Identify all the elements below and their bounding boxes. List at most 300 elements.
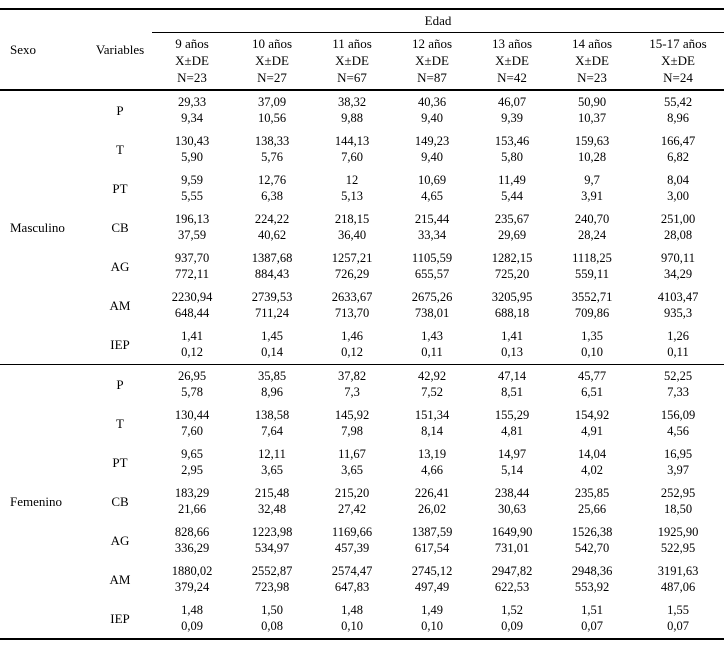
- sd-value: 40,62: [257, 228, 287, 242]
- sd-value: 935,3: [663, 306, 693, 320]
- mean-value: 1169,66: [331, 525, 373, 539]
- sd-value: 0,07: [667, 619, 689, 633]
- sd-value: 34,29: [663, 267, 693, 281]
- mean-value: 9,65: [181, 447, 203, 461]
- stat-cell: [552, 482, 632, 521]
- sample-size-label: N=87: [417, 70, 447, 85]
- stat-cell: [472, 404, 552, 443]
- stat-cell: [472, 521, 552, 560]
- sd-value: 0,13: [501, 345, 523, 359]
- mean-value: 1925,90: [657, 525, 699, 539]
- mean-value: 138,33: [254, 134, 290, 148]
- mean-value: 1,52: [501, 603, 523, 617]
- stat-cell: [392, 90, 472, 130]
- stat-cell: [552, 443, 632, 482]
- mean-value: 50,90: [577, 95, 607, 109]
- mean-value: 1,43: [421, 329, 443, 343]
- mean-value: 130,43: [174, 134, 210, 148]
- sd-value: 559,11: [575, 267, 609, 281]
- sd-value: 0,10: [421, 619, 443, 633]
- mean-value: 12,76: [257, 173, 287, 187]
- mean-value: 970,11: [661, 251, 695, 265]
- variable-label: AM: [109, 297, 131, 313]
- mean-value: 12,11: [258, 447, 286, 461]
- mean-value: 9,7: [584, 173, 600, 187]
- mean-value: 40,36: [417, 95, 447, 109]
- sd-value: 9,39: [501, 111, 523, 125]
- mean-value: 166,47: [660, 134, 696, 148]
- stat-cell: [232, 560, 312, 599]
- variables-column-header: Variables: [88, 9, 152, 90]
- sd-value: 9,88: [341, 111, 363, 125]
- stat-cell: [232, 482, 312, 521]
- mean-value: 215,48: [254, 486, 290, 500]
- mean-value: 2745,12: [411, 564, 453, 578]
- sd-value: 28,24: [577, 228, 607, 242]
- stat-cell: [472, 208, 552, 247]
- mean-value: 11,49: [498, 173, 526, 187]
- sd-value: 731,01: [494, 541, 530, 555]
- stat-label: X±DE: [415, 53, 449, 68]
- sd-value: 4,81: [501, 424, 523, 438]
- mean-value: 3191,63: [657, 564, 699, 578]
- mean-value: 130,44: [174, 408, 210, 422]
- stat-cell: [312, 208, 392, 247]
- mean-value: 224,22: [254, 212, 290, 226]
- sd-value: 522,95: [660, 541, 696, 555]
- sd-value: 10,28: [577, 150, 607, 164]
- mean-value: 2739,53: [251, 290, 293, 304]
- stat-cell: [312, 169, 392, 208]
- sd-value: 5,78: [181, 385, 203, 399]
- stat-cell: [152, 404, 232, 443]
- stat-cell: [472, 169, 552, 208]
- mean-value: 155,29: [494, 408, 530, 422]
- sample-size-label: N=27: [257, 70, 287, 85]
- mean-value: 144,13: [334, 134, 370, 148]
- mean-value: 1,48: [181, 603, 203, 617]
- mean-value: 1,51: [581, 603, 603, 617]
- mean-value: 1,55: [667, 603, 689, 617]
- variable-label: T: [116, 415, 124, 431]
- stat-cell: [232, 286, 312, 325]
- mean-value: 1880,02: [171, 564, 213, 578]
- variable-label: AG: [110, 258, 130, 274]
- stat-cell: [312, 521, 392, 560]
- mean-value: 55,42: [663, 95, 693, 109]
- age-column-header: [472, 33, 552, 91]
- stat-cell: [552, 247, 632, 286]
- age-label: 13 años: [491, 36, 533, 51]
- mean-value: 159,63: [574, 134, 610, 148]
- stat-cell: [312, 365, 392, 405]
- sd-value: 0,12: [341, 345, 363, 359]
- sd-value: 3,91: [581, 189, 603, 203]
- sd-value: 32,48: [257, 502, 287, 516]
- stat-cell: [232, 404, 312, 443]
- mean-value: 4103,47: [657, 290, 699, 304]
- sd-value: 772,11: [175, 267, 209, 281]
- stat-cell: [392, 286, 472, 325]
- stat-cell: [552, 365, 632, 405]
- stat-cell: [152, 286, 232, 325]
- mean-value: 196,13: [174, 212, 210, 226]
- sd-value: 738,01: [414, 306, 450, 320]
- stat-cell: [312, 286, 392, 325]
- table-row: [0, 599, 724, 639]
- sd-value: 553,92: [574, 580, 610, 594]
- sd-value: 9,40: [421, 111, 443, 125]
- table-row: [0, 286, 724, 325]
- stat-cell: [552, 90, 632, 130]
- mean-value: 1,35: [581, 329, 603, 343]
- mean-value: 29,33: [177, 95, 207, 109]
- sd-value: 5,14: [501, 463, 523, 477]
- mean-value: 14,04: [577, 447, 607, 461]
- sd-value: 713,70: [334, 306, 370, 320]
- stat-cell: [552, 599, 632, 639]
- stat-cell: [152, 90, 232, 130]
- mean-value: 2675,26: [411, 290, 453, 304]
- table-row: [0, 325, 724, 365]
- variable-label: CB: [111, 493, 129, 509]
- stat-cell: [632, 90, 724, 130]
- stat-cell: [152, 521, 232, 560]
- sd-value: 622,53: [494, 580, 530, 594]
- stat-cell: [232, 365, 312, 405]
- variable-label: IEP: [110, 610, 130, 626]
- mean-value: 215,20: [334, 486, 370, 500]
- mean-value: 12: [345, 173, 359, 187]
- sd-value: 497,49: [414, 580, 450, 594]
- stat-cell: [552, 286, 632, 325]
- sd-value: 28,08: [663, 228, 693, 242]
- edad-header: Edad: [152, 9, 724, 33]
- stat-cell: [632, 365, 724, 405]
- variable-label: P: [88, 365, 152, 405]
- sd-value: 4,02: [581, 463, 603, 477]
- sd-value: 709,86: [574, 306, 610, 320]
- sd-value: 27,42: [337, 502, 367, 516]
- sexo-group-label: Masculino: [10, 219, 65, 235]
- mean-value: 11,67: [338, 447, 366, 461]
- sexo-group-label: Femenino: [0, 365, 88, 640]
- edad-header-row: [0, 9, 724, 33]
- variable-label: CB: [111, 219, 129, 235]
- sd-value: 4,65: [421, 189, 443, 203]
- mean-value: 16,95: [663, 447, 693, 461]
- sd-value: 0,07: [581, 619, 603, 633]
- mean-value: 9,59: [181, 173, 203, 187]
- mean-value: 35,85: [257, 369, 287, 383]
- stat-cell: [552, 169, 632, 208]
- stat-cell: [312, 90, 392, 130]
- mean-value: 240,70: [574, 212, 610, 226]
- sd-value: 647,83: [334, 580, 370, 594]
- stat-cell: [472, 560, 552, 599]
- mean-value: 1387,68: [251, 251, 293, 265]
- stat-cell: [312, 404, 392, 443]
- sd-value: 6,82: [667, 150, 689, 164]
- mean-value: 1105,59: [411, 251, 453, 265]
- sd-value: 3,97: [667, 463, 689, 477]
- mean-value: 238,44: [494, 486, 530, 500]
- sd-value: 7,64: [261, 424, 283, 438]
- sd-value: 457,39: [334, 541, 370, 555]
- mean-value: 2552,87: [251, 564, 293, 578]
- sd-value: 379,24: [174, 580, 210, 594]
- mean-value: 937,70: [174, 251, 210, 265]
- mean-value: 1223,98: [251, 525, 293, 539]
- table-row: [0, 247, 724, 286]
- sd-value: 725,20: [494, 267, 530, 281]
- stat-cell: [552, 521, 632, 560]
- mean-value: 1282,15: [491, 251, 533, 265]
- mean-value: 218,15: [334, 212, 370, 226]
- mean-value: 154,92: [574, 408, 610, 422]
- mean-value: 215,44: [414, 212, 450, 226]
- sd-value: 29,69: [497, 228, 527, 242]
- sample-size-label: N=24: [663, 70, 693, 85]
- stat-cell: [552, 130, 632, 169]
- sd-value: 26,02: [417, 502, 447, 516]
- mean-value: 1118,25: [572, 251, 612, 265]
- mean-value: 1,41: [501, 329, 523, 343]
- stat-cell: [552, 560, 632, 599]
- anthropometry-table: [0, 8, 724, 640]
- sd-value: 0,10: [341, 619, 363, 633]
- stat-cell: [232, 169, 312, 208]
- table-row: [0, 365, 724, 405]
- stat-label: X±DE: [175, 53, 209, 68]
- stat-cell: [152, 325, 232, 365]
- age-column-header: [312, 33, 392, 91]
- sd-value: 7,98: [341, 424, 363, 438]
- age-label: 12 años: [411, 36, 453, 51]
- variable-label: P: [116, 102, 124, 118]
- table-row: [0, 169, 724, 208]
- sd-value: 5,80: [501, 150, 523, 164]
- sd-value: 9,34: [181, 111, 203, 125]
- sd-value: 648,44: [174, 306, 210, 320]
- stat-cell: [632, 443, 724, 482]
- sd-value: 18,50: [663, 502, 693, 516]
- sd-value: 723,98: [254, 580, 290, 594]
- stat-cell: [312, 599, 392, 639]
- sd-value: 0,09: [501, 619, 523, 633]
- sd-value: 336,29: [174, 541, 210, 555]
- sample-size-label: N=23: [577, 70, 607, 85]
- mean-value: 1,46: [341, 329, 363, 343]
- sd-value: 7,60: [341, 150, 363, 164]
- stat-cell: [152, 443, 232, 482]
- sd-value: 33,34: [417, 228, 447, 242]
- mean-value: 38,32: [337, 95, 367, 109]
- sd-value: 4,56: [667, 424, 689, 438]
- stat-cell: [472, 90, 552, 130]
- mean-value: 2230,94: [171, 290, 213, 304]
- table-row: [0, 208, 724, 247]
- stat-cell: [472, 443, 552, 482]
- age-column-header: [632, 33, 724, 91]
- stat-label: X±DE: [575, 53, 609, 68]
- stat-cell: [152, 208, 232, 247]
- table-row: [0, 404, 724, 443]
- sd-value: 6,38: [261, 189, 283, 203]
- sd-value: 884,43: [254, 267, 290, 281]
- mean-value: 1387,59: [411, 525, 453, 539]
- stat-cell: [152, 482, 232, 521]
- mean-value: 26,95: [177, 369, 207, 383]
- mean-value: 47,14: [497, 369, 527, 383]
- mean-value: 252,95: [660, 486, 696, 500]
- sd-value: 8,96: [261, 385, 283, 399]
- stat-cell: [472, 130, 552, 169]
- mean-value: 1257,21: [331, 251, 373, 265]
- sd-value: 3,65: [341, 463, 363, 477]
- variable-label: AG: [110, 532, 130, 548]
- mean-value: 1649,90: [491, 525, 533, 539]
- stat-cell: [632, 404, 724, 443]
- sd-value: 0,12: [181, 345, 203, 359]
- mean-value: 10,69: [417, 173, 447, 187]
- stat-cell: [392, 521, 472, 560]
- sd-value: 6,51: [581, 385, 603, 399]
- stat-cell: [472, 286, 552, 325]
- mean-value: 46,07: [497, 95, 527, 109]
- sd-value: 7,33: [667, 385, 689, 399]
- stat-cell: [312, 443, 392, 482]
- stat-cell: [552, 208, 632, 247]
- mean-value: 145,92: [334, 408, 370, 422]
- stat-cell: [392, 169, 472, 208]
- variable-label: AM: [109, 571, 131, 587]
- stat-cell: [552, 404, 632, 443]
- stat-cell: [472, 482, 552, 521]
- variable-label: PT: [112, 454, 128, 470]
- stat-cell: [632, 130, 724, 169]
- stat-cell: [312, 482, 392, 521]
- sd-value: 8,14: [421, 424, 443, 438]
- sd-value: 2,95: [181, 463, 203, 477]
- table-header: [0, 9, 724, 90]
- table-row: [0, 521, 724, 560]
- stat-cell: [392, 560, 472, 599]
- mean-value: 37,09: [257, 95, 287, 109]
- sd-value: 8,51: [501, 385, 523, 399]
- sd-value: 0,10: [581, 345, 603, 359]
- sample-size-label: N=67: [337, 70, 367, 85]
- sd-value: 688,18: [494, 306, 530, 320]
- age-label: 14 años: [571, 36, 613, 51]
- sd-value: 21,66: [177, 502, 207, 516]
- mean-value: 235,85: [574, 486, 610, 500]
- sd-value: 542,70: [574, 541, 610, 555]
- age-column-header: [152, 33, 232, 91]
- mean-value: 251,00: [660, 212, 696, 226]
- mean-value: 45,77: [577, 369, 607, 383]
- variable-label: IEP: [110, 336, 130, 352]
- stat-cell: [312, 130, 392, 169]
- sd-value: 711,24: [255, 306, 289, 320]
- stat-label: X±DE: [335, 53, 369, 68]
- age-column-header: [552, 33, 632, 91]
- stat-cell: [632, 325, 724, 365]
- mean-value: 1,49: [421, 603, 443, 617]
- stat-cell: [232, 130, 312, 169]
- mean-value: 828,66: [174, 525, 210, 539]
- sd-value: 0,11: [421, 345, 443, 359]
- sd-value: 7,52: [421, 385, 443, 399]
- sd-value: 726,29: [334, 267, 370, 281]
- sample-size-label: N=42: [497, 70, 527, 85]
- sd-value: 9,40: [421, 150, 443, 164]
- sd-value: 30,63: [497, 502, 527, 516]
- sd-value: 0,09: [181, 619, 203, 633]
- mean-value: 1,41: [181, 329, 203, 343]
- mean-value: 1,26: [667, 329, 689, 343]
- stat-cell: [392, 599, 472, 639]
- table-row: [0, 443, 724, 482]
- sd-value: 25,66: [577, 502, 607, 516]
- age-label: 11 años: [332, 36, 372, 51]
- mean-value: 2947,82: [491, 564, 533, 578]
- stat-cell: [632, 169, 724, 208]
- sd-value: 0,14: [261, 345, 283, 359]
- mean-value: 3552,71: [571, 290, 613, 304]
- stat-cell: [152, 247, 232, 286]
- sd-value: 10,37: [577, 111, 607, 125]
- sexo-column-header: Sexo: [0, 9, 88, 90]
- mean-value: 52,25: [663, 369, 693, 383]
- stat-label: X±DE: [495, 53, 529, 68]
- stat-cell: [392, 365, 472, 405]
- mean-value: 138,58: [254, 408, 290, 422]
- mean-value: 153,46: [494, 134, 530, 148]
- mean-value: 14,97: [497, 447, 527, 461]
- age-column-header: [392, 33, 472, 91]
- stat-cell: [472, 325, 552, 365]
- stat-cell: [632, 599, 724, 639]
- mean-value: 151,34: [414, 408, 450, 422]
- sd-value: 5,44: [501, 189, 523, 203]
- stat-cell: [232, 443, 312, 482]
- stat-cell: [472, 247, 552, 286]
- sd-value: 4,66: [421, 463, 443, 477]
- sd-value: 7,60: [181, 424, 203, 438]
- mean-value: 156,09: [660, 408, 696, 422]
- mean-value: 235,67: [494, 212, 530, 226]
- mean-value: 2948,36: [571, 564, 613, 578]
- variable-label: T: [116, 141, 124, 157]
- sd-value: 655,57: [414, 267, 450, 281]
- stat-cell: [152, 599, 232, 639]
- age-label: 15-17 años: [649, 36, 707, 51]
- sd-value: 5,90: [181, 150, 203, 164]
- mean-value: 42,92: [417, 369, 447, 383]
- mean-value: 149,23: [414, 134, 450, 148]
- sd-value: 7,3: [344, 385, 360, 399]
- sd-value: 4,91: [581, 424, 603, 438]
- variable-label: PT: [112, 180, 128, 196]
- stat-cell: [232, 521, 312, 560]
- stat-cell: [552, 325, 632, 365]
- table-body: [0, 90, 724, 639]
- stat-cell: [312, 325, 392, 365]
- sd-value: 0,08: [261, 619, 283, 633]
- mean-value: 183,29: [174, 486, 210, 500]
- stat-cell: [312, 247, 392, 286]
